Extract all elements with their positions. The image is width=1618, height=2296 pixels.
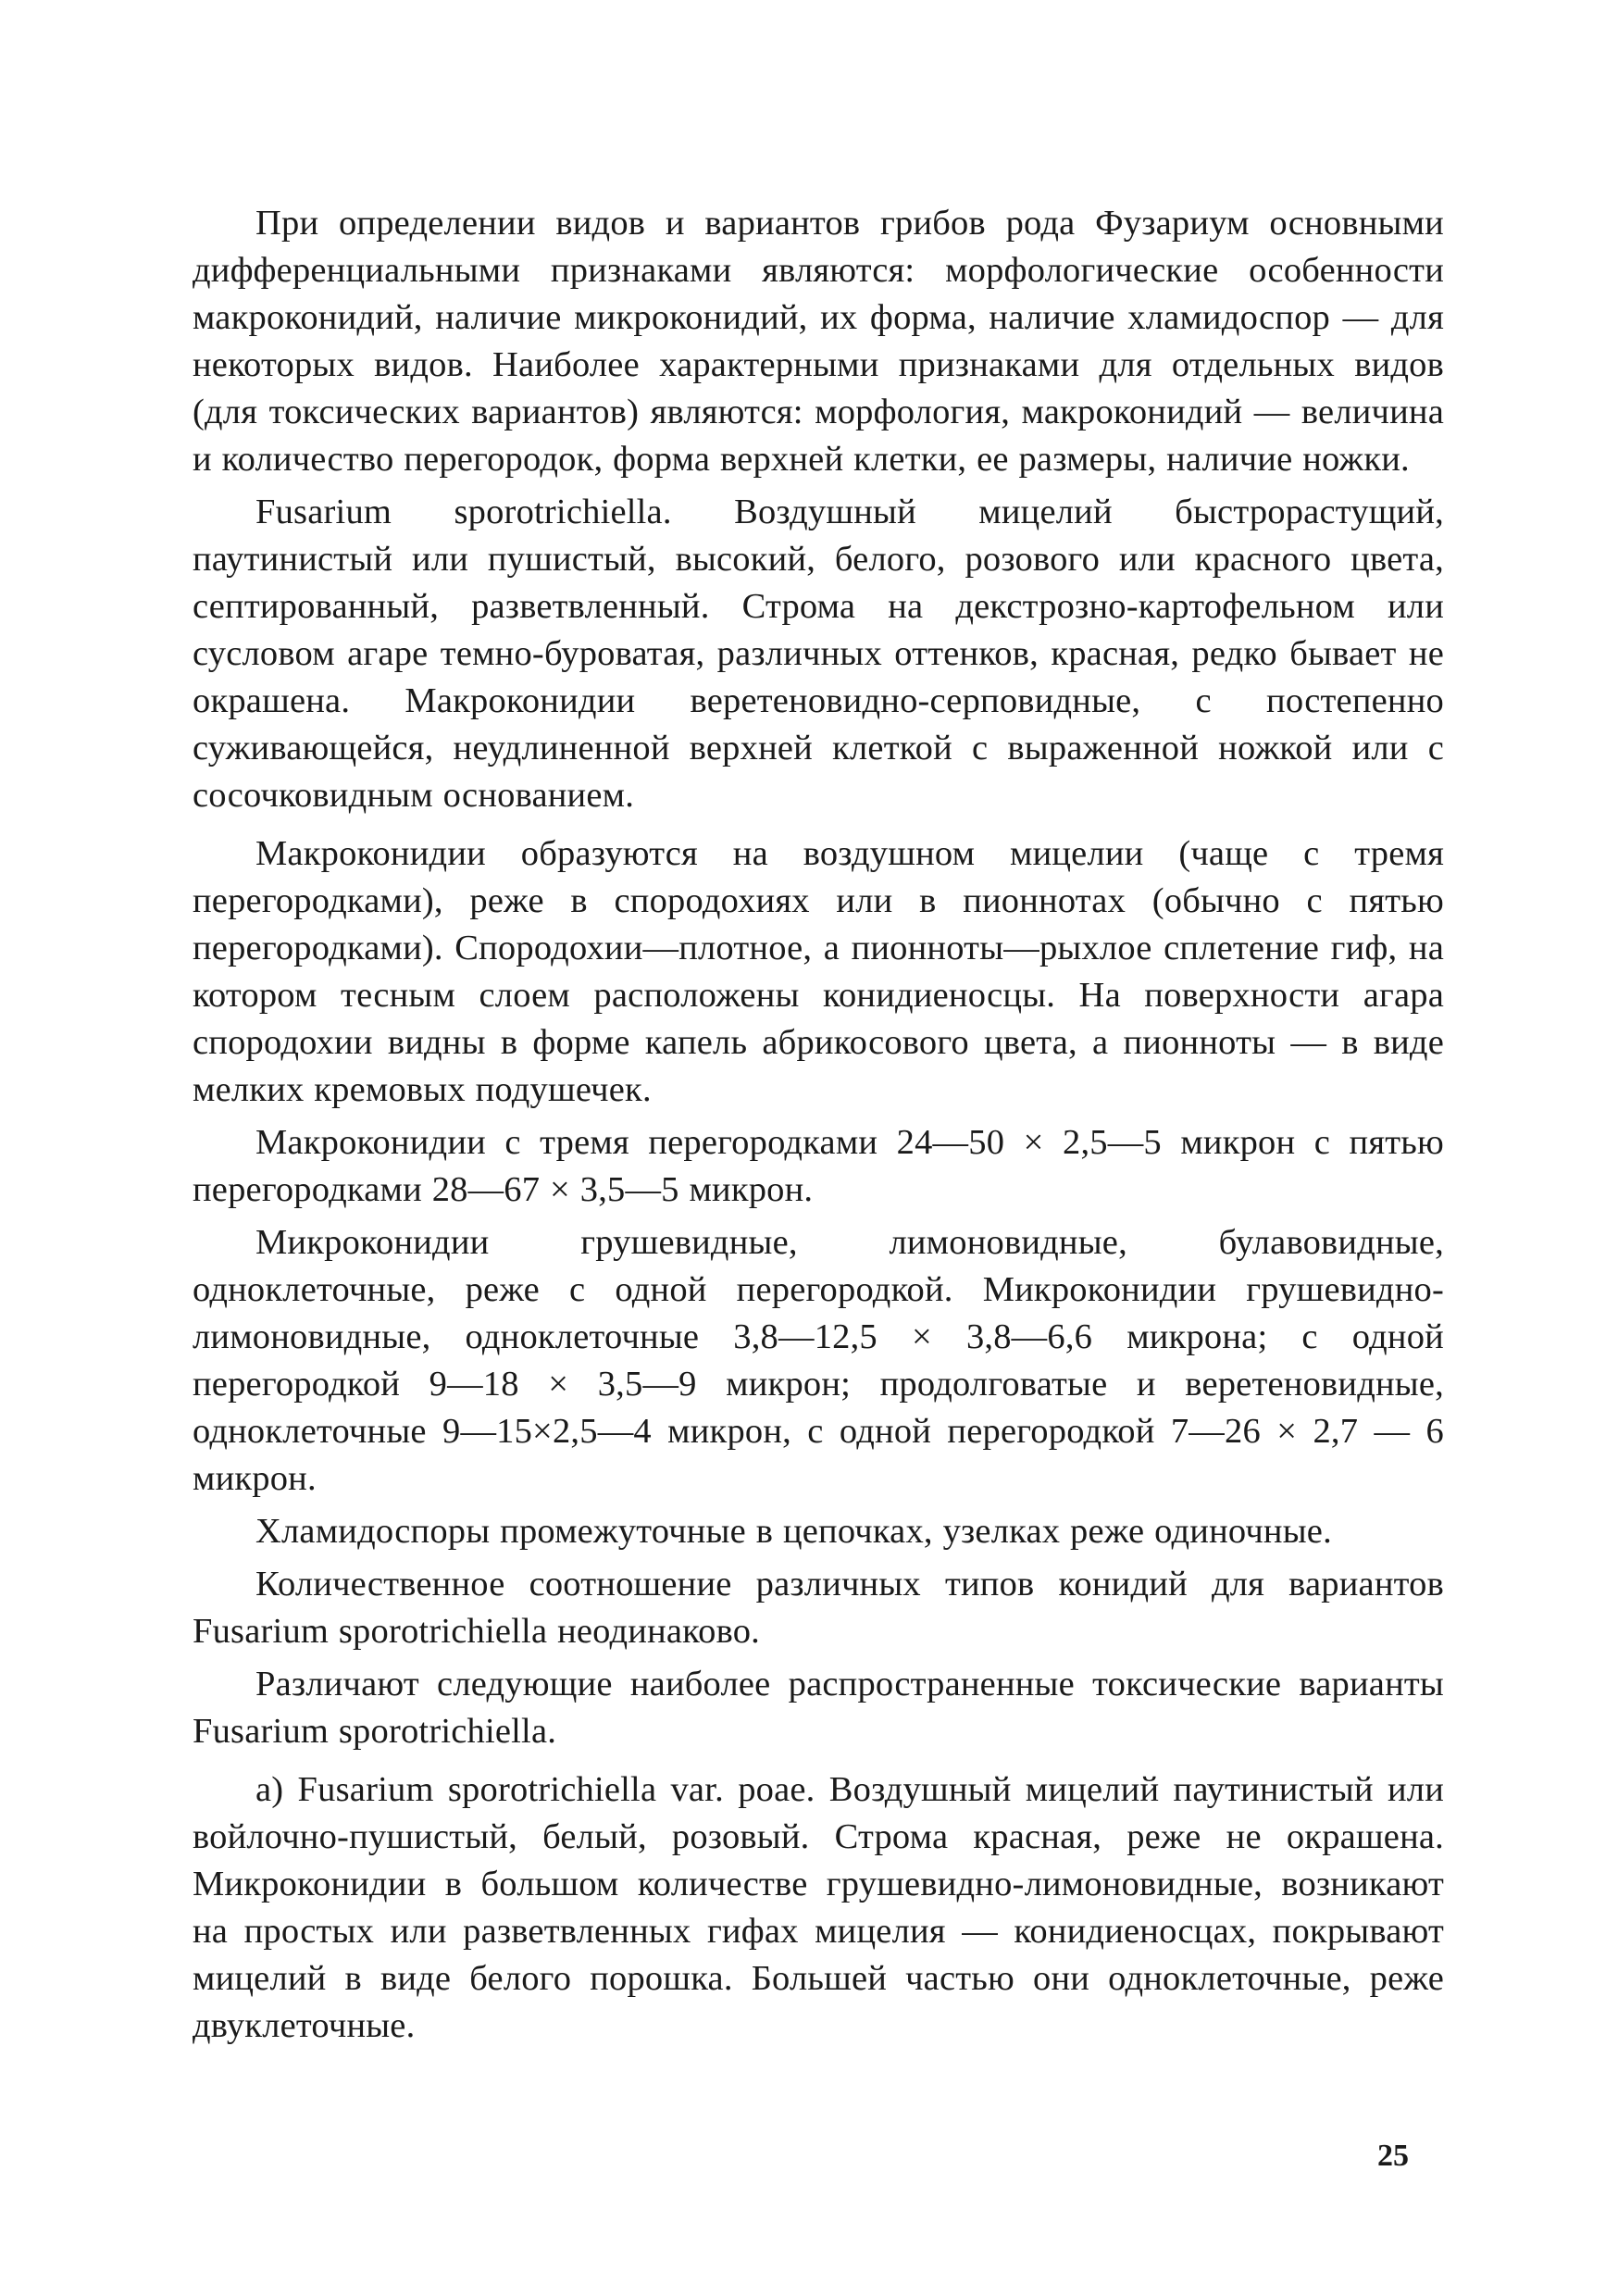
paragraph-3: Макроконидии образуются на воздушном мицелии (чаще с тремя перегородками), реже в спородохиях или в пионнотах (обычно с пятью перегородками). Спородохии—плотное, а пионноты—рыхлое сплетение гиф, на котором тесным слоем расположены конидиеносцы. На поверхности агара спородохии видны в форме капель абрикосового цвета, а пионноты — в виде мелких кремовых подушечек. xyxy=(193,834,1444,1109)
paragraph-4: Макроконидии с тремя перегородками 24—50 × 2,5—5 микрон с пятью перегородками 28—67 × 3,5—5 микрон. xyxy=(193,1123,1444,1209)
paragraph-1: При определении видов и вариантов грибов рода Фузариум основными дифференциальными признаками являются: морфологические особенности макроконидий, наличие микроконидий, их форма, наличие хламидоспор — для некоторых видов. Наиболее характерными признаками для отдельных видов (для токсических вариантов) являются: морфология, макроконидий — величина и количество перегородок, форма верхней клетки, ее размеры, наличие ножки. xyxy=(193,204,1444,479)
paragraph-6: Хламидоспоры промежуточные в цепочках, узелках реже одиночные. xyxy=(255,1512,1332,1551)
paragraph-7: Количественное соотношение различных типов конидий для вариантов Fusarium sporotrichiella неодинаково. xyxy=(193,1565,1444,1651)
paragraph-8: Различают следующие наиболее распространенные токсические варианты Fusarium sporotrichiella. xyxy=(193,1665,1444,1751)
page-number: 25 xyxy=(1377,2139,1409,2173)
paragraph-9: а) Fusarium sporotrichiella var. poae. Воздушный мицелий паутинистый или войлочно-пушистый, белый, розовый. Строма красная, реже не окрашена. Микроконидии в большом количестве грушевидно-лимоновидные, возникают на простых или разветвленных гифах мицелия — конидиеносцах, покрывают мицелий в виде белого порошка. Большей частью они одноклеточные, реже двуклеточные. xyxy=(193,1770,1444,2045)
body-text xyxy=(193,200,1444,2055)
paragraph-2: Fusarium sporotrichiella. Воздушный мицелий быстрорастущий, паутинистый или пушистый, высокий, белого, розового или красного цвета, септированный, разветвленный. Строма на декстрозно-картофельном или сусловом агаре темно-буроватая, различных оттенков, красная, редко бывает не окрашена. Макроконидии веретеновидно-серповидные, с постепенно суживающейся, неудлиненной верхней клеткой с выраженной ножкой или с сосочковидным основанием. xyxy=(193,493,1444,815)
paragraph-5: Микроконидии грушевидные, лимоновидные, булавовидные, одноклеточные, реже с одной перегородкой. Микроконидии грушевидно-лимоновидные, одноклеточные 3,8—12,5 × 3,8—6,6 микрона; с одной перегородкой 9—18 × 3,5—9 микрон; продолговатые и веретеновидные, одноклеточные 9—15×2,5—4 микрон, с одной перегородкой 7—26 × 2,7 — 6 микрон. xyxy=(193,1223,1444,1498)
